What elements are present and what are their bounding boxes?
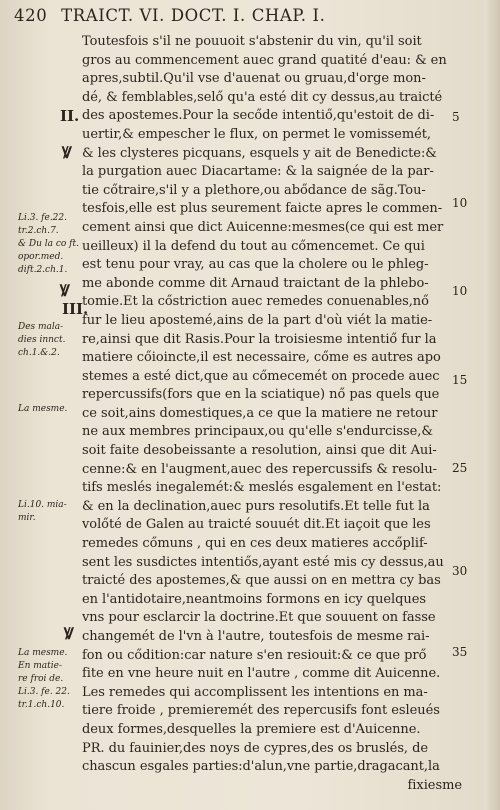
text-line: volőté de Galen au traicté souuét dit.Et iaçoit que les <box>82 517 431 533</box>
running-title: TRAICT. VI. DOCT. I. CHAP. I. <box>61 6 326 25</box>
text-line: apres,subtil.Qu'il vse d'auenat ou gruau,d'orge mon- <box>82 71 426 87</box>
text-line: tifs meslés inegalemét:& meslés esgalement en l'estat: <box>82 480 442 496</box>
margin-note: re froi de. <box>18 674 64 684</box>
line-number: 5 <box>452 110 460 124</box>
line-number: 30 <box>452 564 468 578</box>
text-line: remedes cőmuns , qui en ces deux matieres accőplif- <box>82 536 428 552</box>
margin-note: Li.3. fe.22. <box>18 213 67 223</box>
section-number: II. <box>60 107 80 125</box>
text-line: deux formes,desquelles la premiere est d'Auicenne. <box>82 721 421 737</box>
text-line: gros au commencement auec grand quatité d'eau: & en <box>82 52 447 68</box>
text-line: matiere cőioincte,il est necessaire, cőme es autres apo <box>82 350 441 366</box>
margin-note: La mesme. <box>18 648 68 658</box>
text-line: re,ainsi que dit Rasis.Pour la troisiesme intentiő fur la <box>82 331 437 347</box>
text-line: tiere froide , premieremét des repercusifs font esleués <box>82 703 440 719</box>
text-line: fon ou cődition:car nature s'en resiouit:& ce que prő <box>82 647 427 663</box>
margin-note: dift.2.ch.1. <box>18 265 68 275</box>
margin-note: Li.10. mia- <box>18 500 67 510</box>
text-line: & en la declination,auec purs resolutifs.Et telle fut la <box>82 498 430 514</box>
margin-note: tr.2.ch.7. <box>18 226 59 236</box>
text-line: Toutesfois s'il ne pouuoit s'abstenir du vin, qu'il soit <box>82 34 422 49</box>
paragraph-mark: Ꝟ <box>64 624 74 643</box>
section-number: III. <box>62 300 89 318</box>
paragraph-mark: Ꝟ <box>60 281 70 300</box>
text-line: ce soit,ains domestiques,a ce que la matiere ne retour <box>82 405 438 421</box>
text-line: tie cőtraire,s'il y a plethore,ou abődance de sãg.Tou- <box>82 182 426 198</box>
text-line: en l'antidotaire,neantmoins formons en icy quelques <box>82 591 427 607</box>
text-line: est tenu pour vray, au cas que la cholere ou le phleg- <box>82 257 429 273</box>
paragraph-mark: Ꝟ <box>62 143 72 162</box>
margin-note: mir. <box>18 513 36 523</box>
text-line: dé, & femblables,selő qu'a esté dit cy dessus,au traicté <box>82 89 443 105</box>
text-line: & les clysteres picquans, esquels y ait de Benedicte:& <box>82 145 437 161</box>
margin-note: Des mala- <box>18 322 64 332</box>
text-line: tomie.Et la cőstriction auec remedes conuenables,nő <box>82 294 429 310</box>
text-line: fixiesme <box>407 777 462 793</box>
running-header <box>14 6 464 30</box>
main-text-block <box>82 33 462 795</box>
text-line: uertir,& empescher le flux, on permet le vomissemét, <box>82 126 431 142</box>
margin-note: ch.1.&.2. <box>18 348 60 358</box>
page-edge <box>484 0 500 810</box>
margin-note: tr.1.ch.10. <box>18 700 65 710</box>
text-line: PR. du fauinier,des noys de cypres,des os bruslés, de <box>82 740 429 756</box>
text-line: sent les susdictes intentiős,ayant esté mis cy dessus,au <box>82 554 444 570</box>
margin-note: & Du la co ft. <box>18 239 79 249</box>
text-line: vns pour esclarcir la doctrine.Et que souuent on fasse <box>82 610 436 626</box>
line-number: 35 <box>452 645 468 659</box>
line-number: 25 <box>452 461 468 475</box>
text-line: ne aux membres principaux,ou qu'elle s'endurcisse,& <box>82 424 433 440</box>
text-line: tesfois,elle est plus seurement faicte apres le commen- <box>82 201 443 217</box>
text-line: me abonde comme dit Arnaud traictant de la phlebo- <box>82 275 429 291</box>
text-line: cenne:& en l'augment,auec des repercussifs & resolu- <box>82 461 438 477</box>
margin-note: La mesme. <box>18 404 68 414</box>
text-line: repercussifs(fors que en la sciatique) nő pas quels que <box>82 387 440 403</box>
text-line: cement ainsi que dict Auicenne:mesmes(ce qui est mer <box>82 219 444 235</box>
text-line: fite en vne heure nuit en l'autre , comme dit Auicenne. <box>82 666 441 682</box>
text-line: fur le lieu apostemé,ains de la part d'où viét la matie- <box>82 312 433 328</box>
text-line: ueilleux) il la defend du tout au cőmencemet. Ce qui <box>82 238 425 254</box>
text-line: chascun esgales parties:d'alun,vne partie,dragacant,la <box>82 759 440 775</box>
margin-note: En matie- <box>18 661 62 671</box>
margin-note: dies innct. <box>18 335 66 345</box>
text-line: Les remedes qui accomplissent les intentions en ma- <box>82 684 428 700</box>
text-line: la purgation auec Diacartame: & la saignée de la par- <box>82 164 434 180</box>
margin-note: Li.3. fe. 22. <box>18 687 70 697</box>
line-number: 15 <box>452 373 468 387</box>
text-line: traicté des apostemes,& que aussi on en mettra cy bas <box>82 573 441 589</box>
margin-note: opor.med. <box>18 252 64 262</box>
text-line: stemes a esté dict,que au cőmecemét on procede auec <box>82 368 440 384</box>
line-number: 10 <box>452 284 468 298</box>
text-line: soit faite desobeissante a resolution, ainsi que dit Aui- <box>82 443 437 459</box>
line-number: 10 <box>452 196 468 210</box>
folio-number: 420 <box>14 6 48 25</box>
text-line: des apostemes.Pour la secőde intentiő,qu'estoit de di- <box>82 108 435 124</box>
text-line: changemét de l'vn à l'autre, toutesfois de mesme rai- <box>82 629 430 644</box>
